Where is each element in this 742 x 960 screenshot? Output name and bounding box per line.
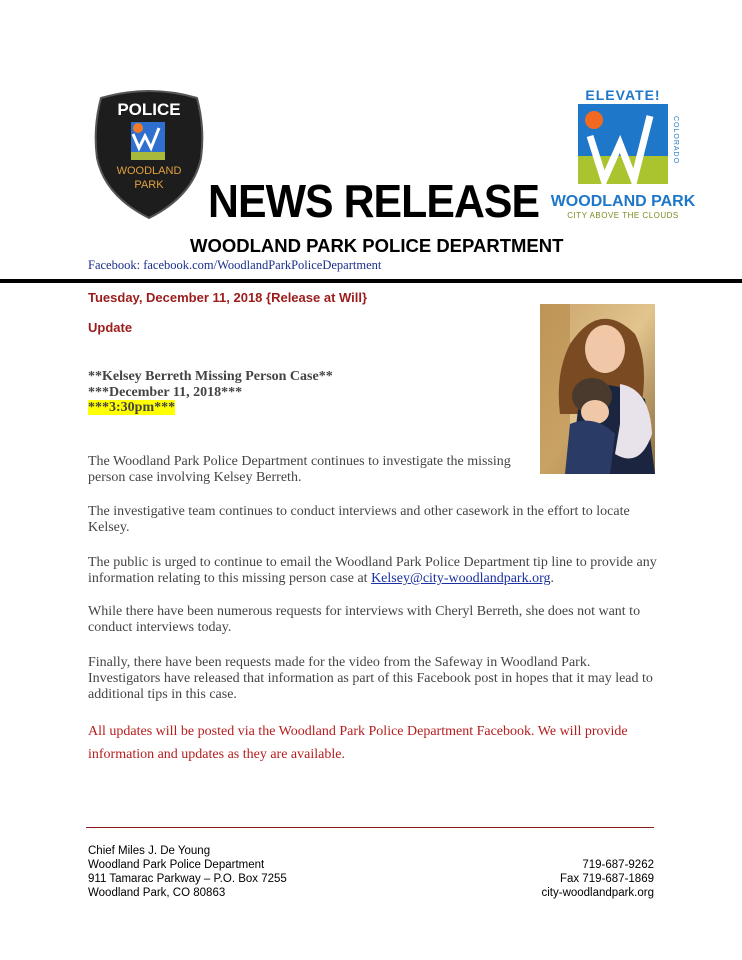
badge-bottom-text-1: WOODLAND bbox=[116, 165, 182, 177]
case-time: ***3:30pm*** bbox=[88, 400, 176, 415]
footer-contact-block bbox=[88, 844, 287, 900]
header-divider bbox=[0, 279, 742, 283]
footer-website[interactable]: city-woodlandpark.org bbox=[541, 887, 654, 899]
case-title: **Kelsey Berreth Missing Person Case** bbox=[88, 369, 333, 384]
logo-side-text: COLORADO bbox=[672, 116, 679, 165]
footer-chief: Chief Miles J. De Young bbox=[88, 845, 211, 857]
logo-tagline: CITY ABOVE THE CLOUDS bbox=[567, 211, 679, 220]
tip-line-text: The public is urged to continue to email the Woodland Park Police Department tip line to provide any information relating to this missing person case at bbox=[88, 555, 657, 586]
case-date: ***December 11, 2018*** bbox=[88, 384, 243, 400]
woodland-park-city-logo bbox=[540, 86, 706, 222]
badge-top-text: POLICE bbox=[117, 100, 181, 119]
paragraph-video: Finally, there have been requests made for the video from the Safeway in Woodland Park. Investigators have released that information as part of this Facebook post in hopes that it may lead to additional tips in this case. bbox=[88, 655, 653, 702]
missing-person-photo bbox=[540, 304, 655, 474]
footer-phone: 719-687-9262 bbox=[582, 859, 654, 871]
footer-address: 911 Tamarac Parkway – P.O. Box 7255 bbox=[88, 873, 287, 885]
footer-phone-block bbox=[541, 858, 654, 900]
paragraph-tip-line bbox=[88, 555, 658, 587]
update-label: Update bbox=[88, 320, 133, 335]
paragraph-interviews: The investigative team continues to conduct interviews and other casework in the effort to locate Kelsey. bbox=[88, 504, 630, 535]
footer-department: Woodland Park Police Department bbox=[88, 859, 265, 871]
department-name: WOODLAND PARK POLICE DEPARTMENT bbox=[190, 235, 564, 256]
paragraph-family: While there have been numerous requests for interviews with Cheryl Berreth, she does not want to conduct interviews today. bbox=[88, 604, 641, 635]
tip-email-link[interactable]: Kelsey@city-woodlandpark.org bbox=[371, 571, 551, 586]
tip-line-period: . bbox=[550, 571, 554, 586]
updates-notice: All updates will be posted via the Woodland Park Police Department Facebook. We will provide information and updates as they are available. bbox=[88, 724, 628, 762]
footer-divider bbox=[86, 827, 654, 828]
case-heading-block bbox=[88, 369, 333, 416]
facebook-link[interactable]: Facebook: facebook.com/WoodlandParkPoliceDepartment bbox=[88, 258, 382, 272]
paragraph-investigation: The Woodland Park Police Department continues to investigate the missing person case involving Kelsey Berreth. bbox=[88, 454, 511, 485]
badge-bottom-text-2: PARK bbox=[134, 179, 164, 191]
news-release-headline: NEWS RELEASE bbox=[208, 175, 540, 227]
logo-top-text: ELEVATE! bbox=[585, 87, 661, 103]
footer-city: Woodland Park, CO 80863 bbox=[88, 887, 226, 899]
footer-fax: Fax 719-687-1869 bbox=[560, 873, 654, 885]
logo-name: WOODLAND PARK bbox=[550, 193, 696, 210]
release-date: Tuesday, December 11, 2018 {Release at Will} bbox=[88, 290, 368, 305]
police-badge-logo bbox=[93, 88, 205, 220]
